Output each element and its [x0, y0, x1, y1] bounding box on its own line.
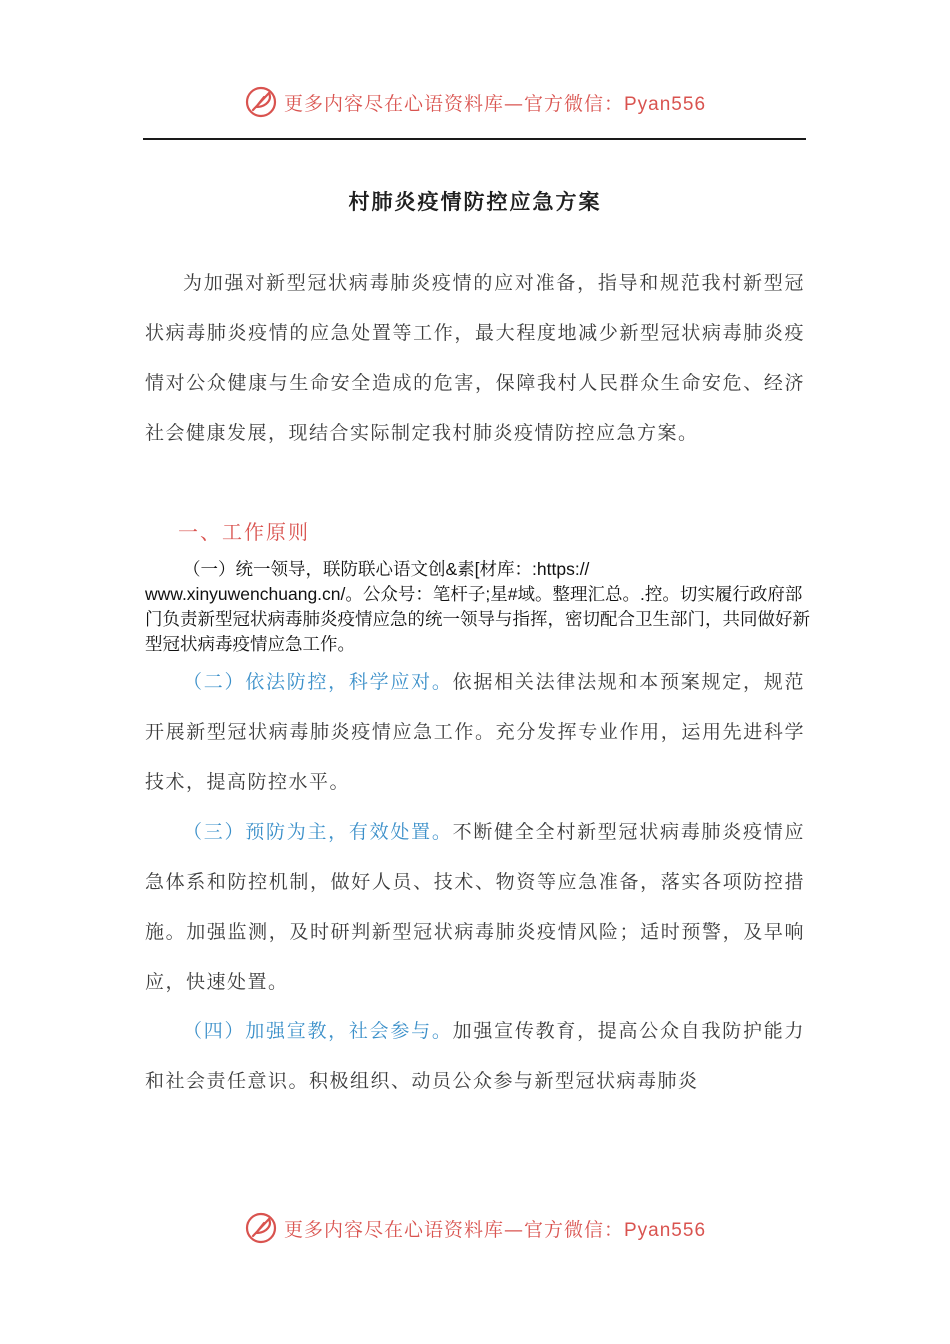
quill-logo-icon — [244, 1211, 278, 1245]
clause-4-title: （四）加强宣教，社会参与。 — [183, 1020, 453, 1042]
clause-4-body: 加强宣传教育，提高公众自我防护能力和社会责任意识。积极组织、动员公众参与新型冠状病毒肺炎 — [145, 1020, 805, 1092]
footer-banner — [0, 1208, 950, 1248]
intro-paragraph: 为加强对新型冠状病毒肺炎疫情的应对准备，指导和规范我村新型冠状病毒肺炎疫情的应急处置等工作，最大程度地减少新型冠状病毒肺炎疫情对公众健康与生命安全造成的危害，保障我村人民群众生命安危、经济社会健康发展，现结合实际制定我村肺炎疫情防控应急方案。 — [145, 272, 805, 444]
clause-3-title: （三）预防为主，有效处置。 — [183, 821, 453, 843]
clause-1-line-1: （一）统一领导，联防联心语文创&素[材库：:https:// — [183, 559, 590, 579]
section-heading-principles: 一、工作原则 — [178, 520, 310, 544]
clause-2-body: 依据相关法律法规和本预案规定，规范开展新型冠状病毒肺炎疫情应急工作。充分发挥专业作用，运用先进科学技术，提高防控水平。 — [145, 671, 805, 793]
wechat-id: Pyan556 — [624, 93, 707, 115]
quill-logo-icon — [244, 85, 278, 119]
document-title: 村肺炎疫情防控应急方案 — [348, 189, 602, 214]
banner-text: 更多内容尽在心语资料库—官方微信：Pyan556 — [283, 1218, 707, 1241]
clause-3-body: 不断健全全村新型冠状病毒肺炎疫情应急体系和防控机制，做好人员、技术、物资等应急准备，落实各项防控措施。加强监测，及时研判新型冠状病毒肺炎疫情风险；适时预警，及早响应，快速处置。 — [145, 821, 805, 993]
clause-4 — [145, 1006, 805, 1106]
banner-text: 更多内容尽在心语资料库—官方微信：Pyan556 — [283, 92, 707, 115]
clause-2-title: （二）依法防控，科学应对。 — [183, 671, 453, 693]
header-banner — [0, 82, 950, 122]
clause-3 — [145, 807, 805, 1007]
wechat-id: Pyan556 — [624, 1219, 707, 1241]
clause-1 — [145, 557, 810, 657]
clause-2 — [145, 657, 805, 807]
header-divider — [143, 138, 806, 140]
clause-1-body: www.xinyuwenchuang.cn/。公众号：笔杆子;星#域。整理汇总。.控。切实履行政府部门负责新型冠状病毒肺炎疫情应急的统一领导与指挥，密切配合卫生部门，共同做好新型冠状病毒疫情应急工作。 — [145, 584, 810, 654]
